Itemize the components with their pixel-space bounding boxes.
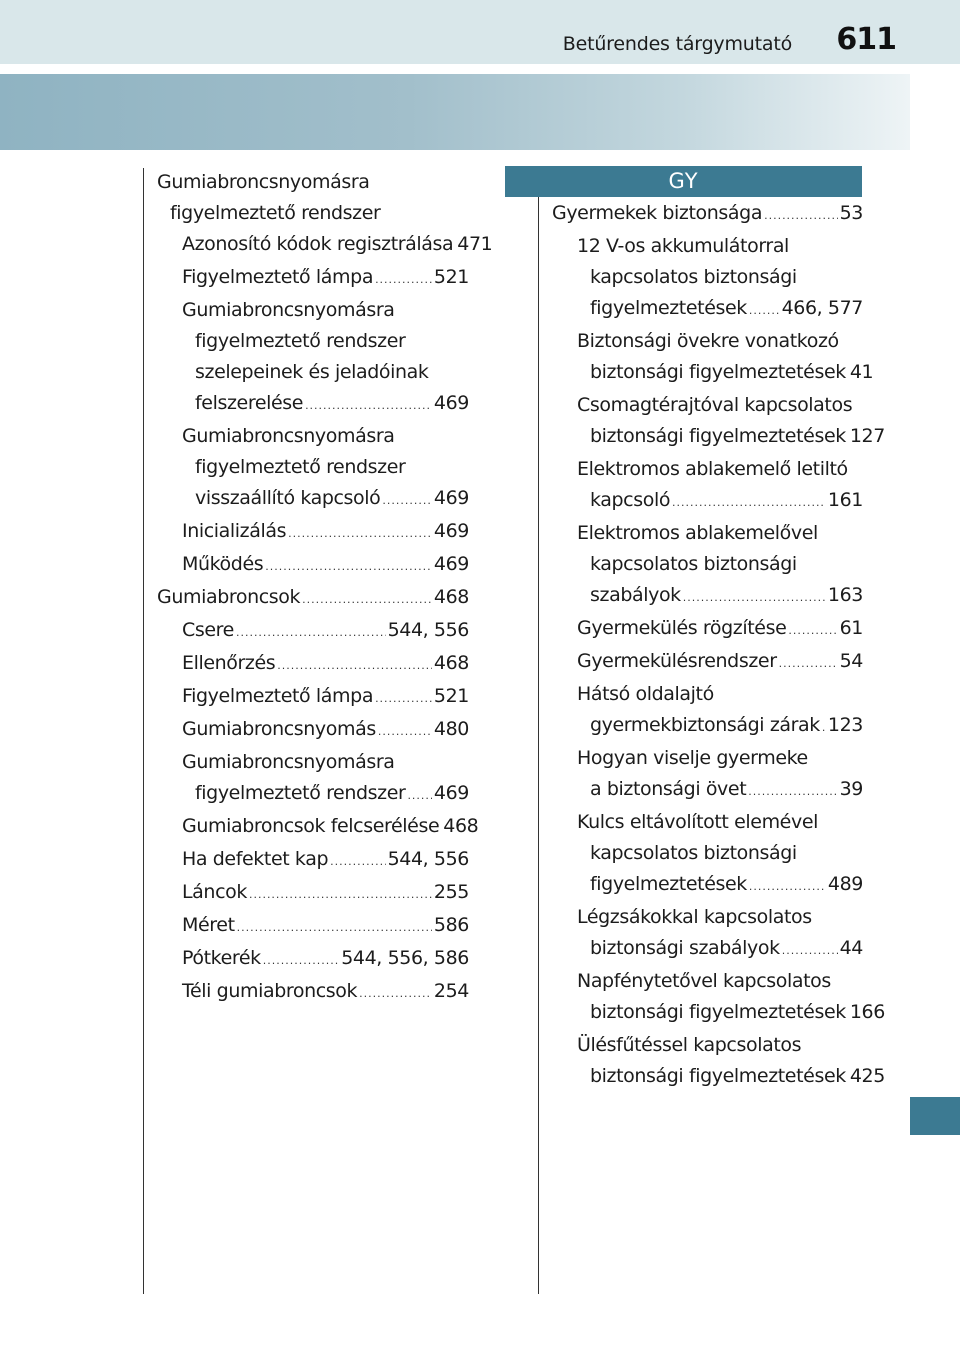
index-entry-text: biztonsági figyelmeztetések xyxy=(590,361,846,383)
index-entry xyxy=(552,838,863,869)
index-entry xyxy=(157,648,469,681)
column-divider-middle xyxy=(538,168,539,1294)
index-entry-page: 471 xyxy=(457,233,493,255)
index-entry-page: 468 xyxy=(443,815,479,837)
dot-leader xyxy=(236,617,386,648)
index-entry-page: 469 xyxy=(433,392,469,414)
index-entry-text: gyermekbiztonsági zárak xyxy=(590,714,820,736)
index-entry xyxy=(157,910,469,943)
index-entry-page: 166 xyxy=(849,1001,885,1023)
index-entry-text: figyelmeztető rendszer xyxy=(170,202,381,224)
index-entry xyxy=(552,580,863,613)
dot-leader xyxy=(330,846,385,877)
dot-leader xyxy=(375,264,432,295)
index-entry-text: Gumiabroncsnyomásra xyxy=(157,171,370,193)
index-entry xyxy=(552,807,863,838)
index-entry-text: figyelmeztetések xyxy=(590,297,747,319)
index-entry-text: Gumiabroncsnyomás xyxy=(182,718,376,740)
index-entry xyxy=(552,869,863,902)
index-entry xyxy=(552,933,863,966)
index-entry-text: kapcsolatos biztonsági xyxy=(590,266,797,288)
index-entry xyxy=(157,844,469,877)
dot-leader xyxy=(302,584,432,615)
index-entry-text: Méret xyxy=(182,914,235,936)
index-entry-page: 161 xyxy=(827,489,863,511)
dot-leader xyxy=(249,879,432,910)
index-entry-page: 489 xyxy=(827,873,863,895)
dot-leader xyxy=(749,871,826,902)
index-entry-page: 425 xyxy=(849,1065,885,1087)
index-entry-text: kapcsolatos biztonsági xyxy=(590,842,797,864)
index-entry-text: Gumiabroncsok xyxy=(157,586,301,608)
index-entry-page: 480 xyxy=(433,718,469,740)
index-entry-page: 163 xyxy=(827,584,863,606)
index-entry xyxy=(552,613,863,646)
index-entry-page: 544, 556 xyxy=(387,619,469,641)
index-entry xyxy=(157,778,469,811)
dot-leader xyxy=(265,551,432,582)
dot-leader xyxy=(382,485,432,516)
index-entry xyxy=(157,811,479,844)
index-entry xyxy=(552,198,863,231)
dot-leader xyxy=(378,716,432,747)
index-entry-text: 12 V-os akkumulátorral xyxy=(577,235,789,257)
index-entry-page: 521 xyxy=(433,685,469,707)
dot-leader xyxy=(683,582,826,613)
index-entry xyxy=(157,582,469,615)
dot-leader xyxy=(263,945,339,976)
index-entry-page: 544, 556 xyxy=(387,848,469,870)
index-entry xyxy=(157,549,469,582)
index-entry xyxy=(157,167,469,198)
index-entry xyxy=(552,454,863,485)
index-entry-text: szelepeinek és jeladóinak xyxy=(195,361,429,383)
dot-leader xyxy=(788,615,837,646)
index-entry-text: Elektromos ablakemelővel xyxy=(577,522,818,544)
index-entry-text: kapcsoló xyxy=(590,489,671,511)
index-entry-text: Pótkerék xyxy=(182,947,261,969)
index-entry-text: szabályok xyxy=(590,584,681,606)
index-entry-page: 41 xyxy=(849,361,874,383)
index-entry xyxy=(552,518,863,549)
index-entry xyxy=(552,549,863,580)
dot-leader xyxy=(237,912,432,943)
section-letter-header: GY xyxy=(505,166,862,197)
index-entry-text: Kulcs eltávolított elemével xyxy=(577,811,818,833)
index-entry-page: 468 xyxy=(433,652,469,674)
index-entry-page: 123 xyxy=(827,714,863,736)
column-divider-left xyxy=(143,168,144,1294)
index-entry xyxy=(552,997,885,1030)
index-entry xyxy=(157,326,469,357)
index-entry xyxy=(552,326,863,357)
index-entry-page: 469 xyxy=(433,782,469,804)
index-entry xyxy=(157,295,469,326)
index-entry-page: 586 xyxy=(433,914,469,936)
index-entry-page: 53 xyxy=(839,202,863,224)
index-entry-text: Gumiabroncsnyomásra xyxy=(182,299,395,321)
index-entry xyxy=(552,1061,885,1094)
index-entry-page: 254 xyxy=(433,980,469,1002)
index-entry-page: 54 xyxy=(839,650,863,672)
index-entry xyxy=(552,421,885,454)
index-entry xyxy=(157,229,493,262)
index-entry-text: Gyermekülésrendszer xyxy=(577,650,777,672)
index-entry-text: Inicializálás xyxy=(182,520,287,542)
dot-leader xyxy=(749,295,780,326)
index-entry-text: Azonosító kódok regisztrálása xyxy=(182,233,454,255)
dot-leader xyxy=(375,683,432,714)
index-entry-text: Elektromos ablakemelő letiltó xyxy=(577,458,848,480)
index-entry xyxy=(157,976,469,1009)
index-entry xyxy=(157,388,469,421)
index-entry-page: 468 xyxy=(433,586,469,608)
index-entry xyxy=(157,714,469,747)
index-entry xyxy=(157,483,469,516)
index-entry-text: visszaállító kapcsoló xyxy=(195,487,381,509)
section-thumb-tab xyxy=(910,1097,960,1135)
index-entry xyxy=(552,231,863,262)
index-entry-text: Gumiabroncsok felcserélése xyxy=(182,815,440,837)
index-entry-text: kapcsolatos biztonsági xyxy=(590,553,797,575)
index-entry-text: Működés xyxy=(182,553,264,575)
index-entry xyxy=(552,293,863,326)
index-entry xyxy=(157,681,469,714)
index-entry xyxy=(157,747,469,778)
index-entry xyxy=(157,452,469,483)
dot-leader xyxy=(277,650,432,681)
index-entry-text: biztonsági figyelmeztetések xyxy=(590,1001,846,1023)
index-entry xyxy=(552,646,863,679)
index-entry xyxy=(552,743,863,774)
index-entry-page: 255 xyxy=(433,881,469,903)
index-entry-page: 521 xyxy=(433,266,469,288)
index-column-right xyxy=(552,198,885,1094)
index-entry xyxy=(157,615,469,648)
dot-leader xyxy=(288,518,432,549)
index-entry-text: Biztonsági övekre vonatkozó xyxy=(577,330,839,352)
index-entry xyxy=(552,357,874,390)
index-entry-text: figyelmeztető rendszer xyxy=(195,330,406,352)
index-entry-text: Csere xyxy=(182,619,234,641)
index-entry xyxy=(552,390,863,421)
index-entry-text: Láncok xyxy=(182,881,247,903)
index-entry-page: 469 xyxy=(433,487,469,509)
dot-leader xyxy=(779,648,838,679)
index-entry xyxy=(552,679,863,710)
page-title: Betűrendes tárgymutató xyxy=(562,33,792,55)
index-entry-page: 469 xyxy=(433,553,469,575)
decorative-header-band xyxy=(0,74,910,150)
index-entry-text: Gyermekülés rögzítése xyxy=(577,617,787,639)
dot-leader xyxy=(748,776,837,807)
index-entry-text: biztonsági figyelmeztetések xyxy=(590,425,846,447)
index-entry xyxy=(157,421,469,452)
index-entry-page: 466, 577 xyxy=(781,297,863,319)
index-entry-text: Csomagtérajtóval kapcsolatos xyxy=(577,394,853,416)
index-entry-text: Gyermekek biztonsága xyxy=(552,202,763,224)
dot-leader xyxy=(359,978,432,1009)
page-number: 611 xyxy=(836,22,896,57)
index-entry-text: Ülésfűtéssel kapcsolatos xyxy=(577,1034,802,1056)
index-entry-text: Hátsó oldalajtó xyxy=(577,683,714,705)
index-entry-text: biztonsági szabályok xyxy=(590,937,780,959)
page-header xyxy=(0,0,960,64)
index-entry-page: 44 xyxy=(839,937,863,959)
index-entry-page: 544, 556, 586 xyxy=(341,947,469,969)
index-entry xyxy=(552,262,863,293)
dot-leader xyxy=(764,200,838,231)
index-entry-text: Légzsákokkal kapcsolatos xyxy=(577,906,812,928)
index-entry xyxy=(157,262,469,295)
index-column-left xyxy=(157,167,493,1009)
dot-leader xyxy=(407,780,431,811)
index-entry xyxy=(552,1030,863,1061)
index-entry xyxy=(157,357,469,388)
index-entry-text: Ha defektet kap xyxy=(182,848,329,870)
index-entry-text: figyelmeztető rendszer xyxy=(195,782,406,804)
index-entry xyxy=(552,774,863,807)
index-entry-text: Gumiabroncsnyomásra xyxy=(182,751,395,773)
index-entry-text: Figyelmeztető lámpa xyxy=(182,266,374,288)
index-entry xyxy=(157,943,469,976)
index-entry-text: Napfénytetővel kapcsolatos xyxy=(577,970,831,992)
dot-leader xyxy=(672,487,826,518)
index-entry-text: Ellenőrzés xyxy=(182,652,276,674)
index-entry-page: 39 xyxy=(839,778,863,800)
index-entry-text: a biztonsági övet xyxy=(590,778,747,800)
index-entry-text: biztonsági figyelmeztetések xyxy=(590,1065,846,1087)
index-entry-page: 469 xyxy=(433,520,469,542)
index-entry-text: Figyelmeztető lámpa xyxy=(182,685,374,707)
index-entry xyxy=(157,877,469,910)
dot-leader xyxy=(305,390,432,421)
index-entry-text: felszerelése xyxy=(195,392,304,414)
index-entry xyxy=(552,710,863,743)
index-entry xyxy=(552,902,863,933)
index-entry-text: figyelmeztetések xyxy=(590,873,747,895)
index-entry-text: figyelmeztető rendszer xyxy=(195,456,406,478)
index-entry-text: Gumiabroncsnyomásra xyxy=(182,425,395,447)
dot-leader xyxy=(822,712,826,743)
index-entry xyxy=(552,966,863,997)
index-entry-text: Hogyan viselje gyermeke xyxy=(577,747,808,769)
index-entry-page: 127 xyxy=(849,425,885,447)
index-entry xyxy=(157,516,469,549)
index-entry-page: 61 xyxy=(839,617,863,639)
index-entry-text: Téli gumiabroncsok xyxy=(182,980,358,1002)
index-entry xyxy=(552,485,863,518)
dot-leader xyxy=(782,935,838,966)
index-entry xyxy=(157,198,469,229)
